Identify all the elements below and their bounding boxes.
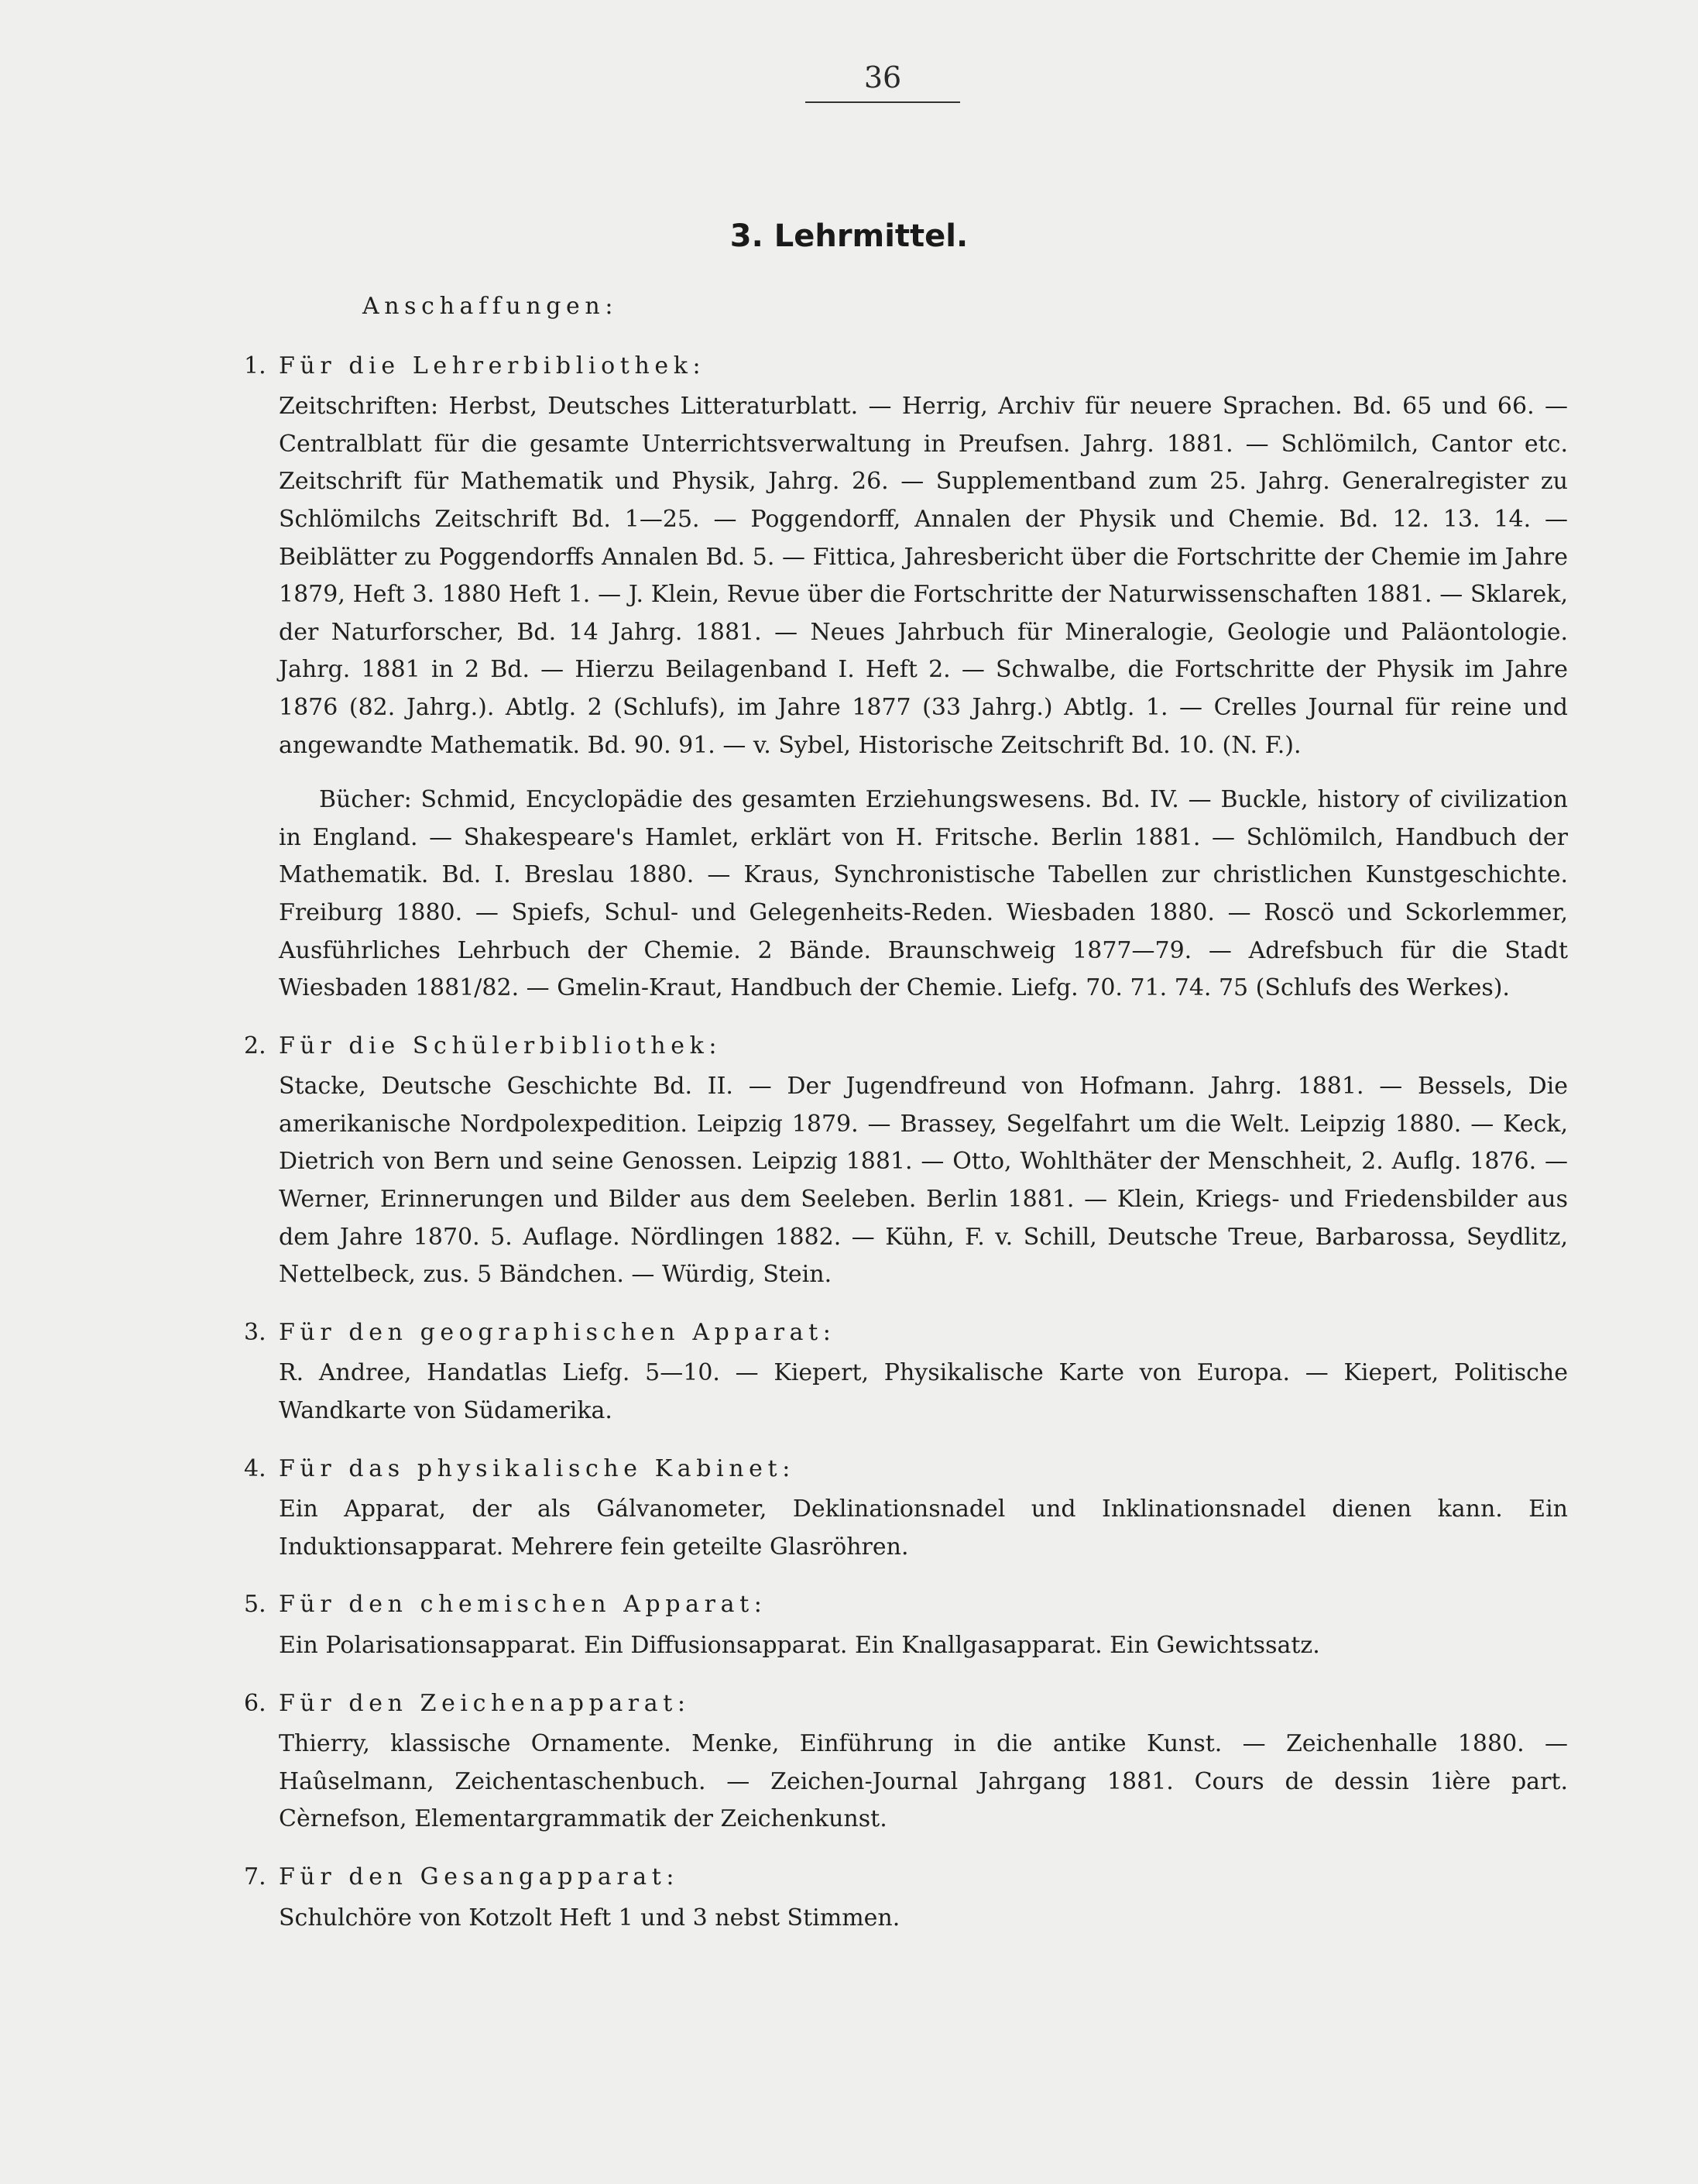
list-item [244,1028,1568,1294]
list-item [244,348,1568,1008]
item-heading [244,1314,1568,1352]
item-number: 3. [244,1318,266,1346]
item-heading [244,1451,1568,1489]
item-title: Für die Lehrerbibliothek: [279,352,706,379]
item-paragraph: Ein Polarisationsapparat. Ein Diffusionsapparat. Ein Knallgasapparat. Ein Gewichtssatz. [279,1632,1320,1659]
item-title: Für die Schülerbibliothek: [279,1032,722,1059]
page-content [244,288,1568,1957]
list-item [244,1859,1568,1937]
list-item [244,1685,1568,1839]
item-paragraph: Bücher: Schmid, Encyclopädie des gesamten Erziehungswesens. Bd. IV. — Buckle, history of civilization in England. — Shakespeare's Hamlet, erklärt von H. Fritsche. Berlin 1881. — Schlömilch, Handbuch der Mathematik. Bd. I. Breslau 1880. — Kraus, Synchronistische Tabellen zur christlichen Kunstgeschichte. Freiburg 1880. — Spiefs, Schul- und Gelegenheits-Reden. Wiesbaden 1880. — Roscö und Sckorlemmer, Ausführliches Lehrbuch der Chemie. 2 Bände. Braunschweig 1877—79. — Adrefsbuch für die Stadt Wiesbaden 1881/82. — Gmelin-Kraut, Handbuch der Chemie. Liefg. 70. 71. 74. 75 (Schlufs des Werkes). [279,786,1568,1002]
item-number: 6. [244,1689,266,1717]
page-number: 36 [863,60,902,94]
page-number-rule [805,101,960,103]
item-heading [244,1586,1568,1624]
item-number: 1. [244,352,266,379]
item-paragraph: Zeitschriften: Herbst, Deutsches Litteraturblatt. — Herrig, Archiv für neuere Sprachen. Bd. 65 und 66. — Centralblatt für die gesamte Unterrichtsverwaltung in Preufsen. Jahrg. 1881. — Schlömilch, Cantor etc. Zeitschrift für Mathematik und Physik, Jahrg. 26. — Supplementband zum 25. Jahrg. Generalregister zu Schlömilchs Zeitschrift Bd. 1—25. — Poggendorff, Annalen der Physik und Chemie. Bd. 12. 13. 14. — Beiblätter zu Poggendorffs Annalen Bd. 5. — Fittica, Jahresbericht über die Fortschritte der Chemie im Jahre 1879, Heft 3. 1880 Heft 1. — J. Klein, Revue über die Fortschritte der Naturwissenschaften 1881. — Sklarek, der Naturforscher, Bd. 14 Jahrg. 1881. — Neues Jahrbuch für Mineralogie, Geologie und Paläontologie. Jahrg. 1881 in 2 Bd. — Hierzu Beilagenband I. Heft 2. — Schwalbe, die Fortschritte der Physik im Jahre 1876 (82. Jahrg.). Abtlg. 2 (Schlufs), im Jahre 1877 (33 Jahrg.) Abtlg. 1. — Crelles Journal für reine und angewandte Mathematik. Bd. 90. 91. — v. Sybel, Historische Zeitschrift Bd. 10. (N. F.). [279,393,1568,759]
item-paragraph: Ein Apparat, der als Gálvanometer, Deklinationsnadel und Inklinationsnadel dienen kann. Ein Induktionsapparat. Mehrere fein geteilte Glasröhren. [279,1495,1568,1561]
section-title: 3. Lehrmittel. [729,218,969,254]
item-paragraph: Stacke, Deutsche Geschichte Bd. II. — Der Jugendfreund von Hofmann. Jahrg. 1881. — Bessels, Die amerikanische Nordpolexpedition. Leipzig 1879. — Brassey, Segelfahrt um die Welt. Leipzig 1880. — Keck, Dietrich von Bern und seine Genossen. Leipzig 1881. — Otto, Wohlthäter der Menschheit, 2. Auflg. 1876. — Werner, Erinnerungen und Bilder aus dem Seeleben. Berlin 1881. — Klein, Kriegs- und Friedensbilder aus dem Jahre 1870. 5. Auflage. Nördlingen 1882. — Kühn, F. v. Schill, Deutsche Treue, Barbarossa, Seydlitz, Nettelbeck, zus. 5 Bändchen. — Würdig, Stein. [279,1073,1568,1289]
intro-heading: Anschaffungen: [362,293,619,320]
list-item [244,1586,1568,1664]
item-heading [244,1685,1568,1723]
item-heading [244,348,1568,386]
item-title: Für den Gesangapparat: [279,1863,680,1890]
list-item [244,1451,1568,1567]
item-title: Für den Zeichenapparat: [279,1689,691,1717]
item-title: Für den chemischen Apparat: [279,1591,767,1619]
item-title: Für den geographischen Apparat: [279,1318,836,1346]
item-paragraph: R. Andree, Handatlas Liefg. 5—10. — Kiepert, Physikalische Karte von Europa. — Kiepert, Politische Wandkarte von Südamerika. [279,1359,1568,1425]
item-number: 7. [244,1863,266,1890]
item-paragraph: Schulchöre von Kotzolt Heft 1 und 3 nebst Stimmen. [279,1904,900,1932]
item-heading [244,1859,1568,1897]
item-number: 5. [244,1591,266,1619]
item-number: 4. [244,1454,266,1482]
item-number: 2. [244,1032,266,1059]
list-item [244,1314,1568,1430]
item-title: Für das physikalische Kabinet: [279,1454,795,1482]
item-paragraph: Thierry, klassische Ornamente. Menke, Einführung in die antike Kunst. — Zeichenhalle 1880. — Haûselmann, Zeichentaschenbuch. — Zeichen-Journal Jahrgang 1881. Cours de dessin 1ière part. Cèrnefson, Elementargrammatik der Zeichenkunst. [279,1730,1568,1833]
item-heading [244,1028,1568,1066]
